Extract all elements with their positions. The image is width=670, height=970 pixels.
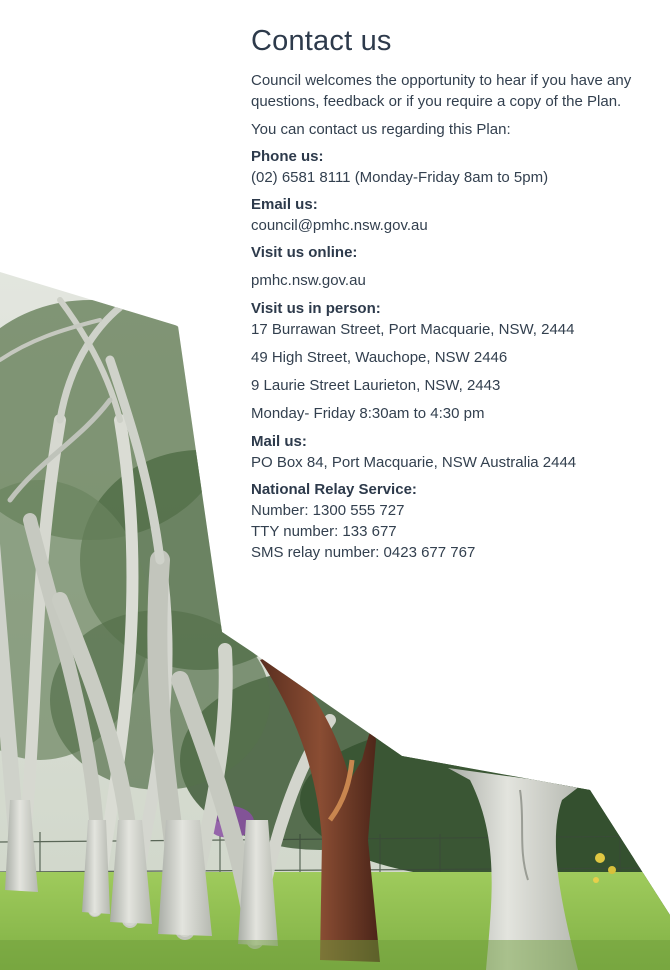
relay-block [251,479,661,563]
location-wauchope: 49 High Street, Wauchope, NSW 2446 [251,349,508,366]
mail-block [251,431,661,473]
relay-tty[interactable]: TTY number: 133 677 [251,523,397,540]
intro-text: Council welcomes the opportunity to hear if you have any questions, feedback or if you require a copy of the Plan. [251,72,632,110]
contact-section [251,22,661,569]
location-port-macquarie: 17 Burrawan Street, Port Macquarie, NSW, 2444 [251,321,575,338]
in-person-label: Visit us in person: [251,300,381,317]
location-laurieton: 9 Laurie Street Laurieton, NSW, 2443 [251,377,501,394]
email-label: Email us: [251,196,318,213]
mail-value: PO Box 84, Port Macquarie, NSW Australia 2444 [251,454,577,471]
phone-block [251,146,661,188]
in-person-block [251,298,661,424]
mail-label: Mail us: [251,433,307,450]
relay-sms[interactable]: SMS relay number: 0423 677 767 [251,544,476,561]
phone-value[interactable]: (02) 6581 8111 (Monday-Friday 8am to 5pm) [251,169,549,186]
opening-hours: Monday- Friday 8:30am to 4:30 pm [251,405,485,422]
email-link[interactable]: council@pmhc.nsw.gov.au [251,217,428,234]
relay-label: National Relay Service: [251,481,417,498]
email-block [251,194,661,236]
lead-text: You can contact us regarding this Plan: [251,121,511,138]
online-label: Visit us online: [251,244,358,261]
phone-label: Phone us: [251,148,324,165]
website-link[interactable]: pmhc.nsw.gov.au [251,272,366,289]
online-block [251,242,661,291]
page-title: Contact us [251,25,392,57]
relay-number[interactable]: Number: 1300 555 727 [251,502,405,519]
